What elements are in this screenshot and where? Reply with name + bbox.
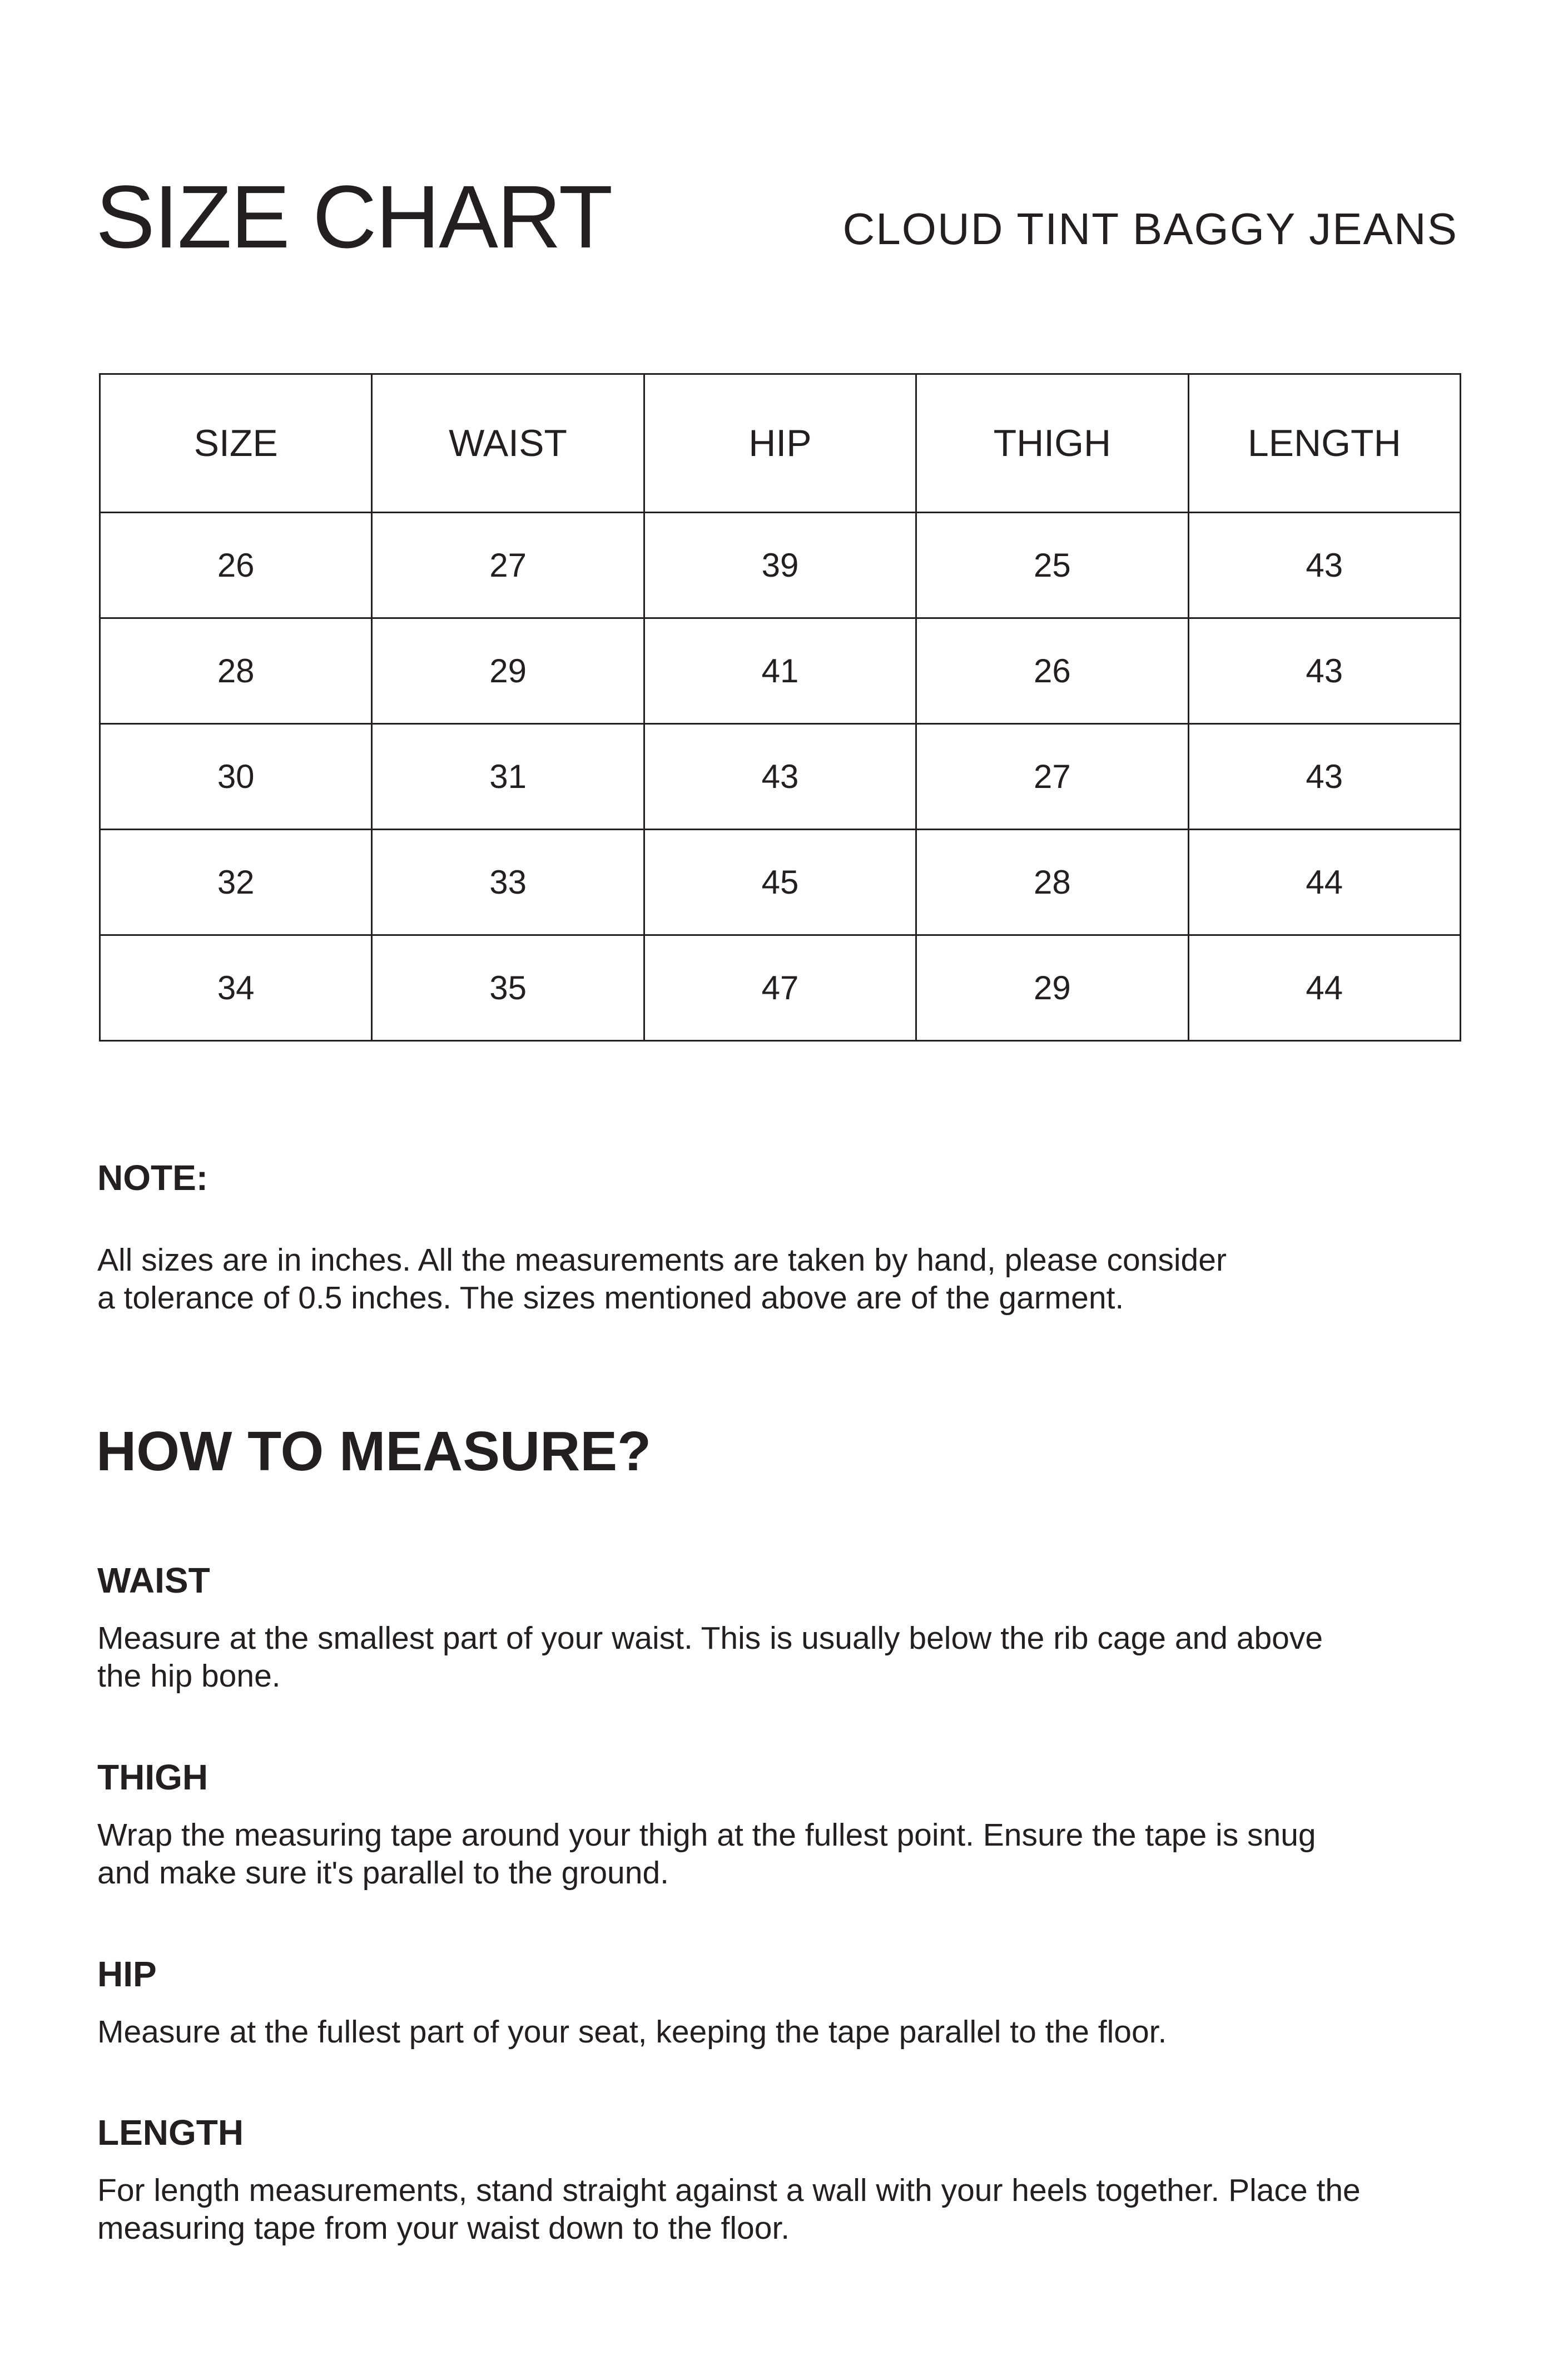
instruction-line: Measure at the smallest part of your waist. This is usually below the rib cage and above	[97, 1620, 1323, 1656]
cell-size: 28	[100, 618, 372, 724]
cell-thigh: 28	[916, 830, 1188, 935]
column-header-waist: WAIST	[372, 374, 644, 513]
cell-thigh: 26	[916, 618, 1188, 724]
cell-length: 43	[1188, 618, 1460, 724]
cell-size: 30	[100, 724, 372, 830]
column-header-hip: HIP	[644, 374, 916, 513]
cell-waist: 27	[372, 513, 644, 618]
table-row	[100, 830, 1461, 935]
hip-label: HIP	[97, 1954, 157, 1994]
length-label: LENGTH	[97, 2113, 244, 2153]
note-label: NOTE:	[97, 1158, 209, 1198]
cell-waist: 29	[372, 618, 644, 724]
instruction-line: Measure at the fullest part of your seat, keeping the tape parallel to the floor.	[97, 2014, 1167, 2050]
cell-size: 34	[100, 935, 372, 1041]
column-header-size: SIZE	[100, 374, 372, 513]
size-chart-table	[99, 373, 1461, 1042]
note-line: All sizes are in inches. All the measurements are taken by hand, please consider	[97, 1242, 1227, 1278]
note-line: a tolerance of 0.5 inches. The sizes mentioned above are of the garment.	[97, 1280, 1124, 1316]
cell-thigh: 29	[916, 935, 1188, 1041]
length-instructions	[97, 2171, 1443, 2247]
instruction-line: Wrap the measuring tape around your thigh at the fullest point. Ensure the tape is snug	[97, 1817, 1316, 1853]
hip-instructions	[97, 2013, 1443, 2051]
table-row	[100, 724, 1461, 830]
note-text	[97, 1241, 1443, 1317]
instruction-line: and make sure it's parallel to the ground.	[97, 1855, 669, 1891]
cell-waist: 33	[372, 830, 644, 935]
instruction-line: measuring tape from your waist down to the floor.	[97, 2210, 790, 2246]
cell-hip: 43	[644, 724, 916, 830]
cell-thigh: 27	[916, 724, 1188, 830]
column-header-thigh: THIGH	[916, 374, 1188, 513]
cell-length: 44	[1188, 830, 1460, 935]
cell-hip: 47	[644, 935, 916, 1041]
cell-size: 26	[100, 513, 372, 618]
cell-waist: 31	[372, 724, 644, 830]
waist-instructions	[97, 1619, 1443, 1695]
table-row	[100, 618, 1461, 724]
table-header-row	[100, 374, 1461, 513]
table-row	[100, 935, 1461, 1041]
instruction-line: For length measurements, stand straight against a wall with your heels together. Place the	[97, 2173, 1361, 2208]
cell-thigh: 25	[916, 513, 1188, 618]
page-title: SIZE CHART	[96, 167, 612, 266]
column-header-length: LENGTH	[1188, 374, 1460, 513]
product-name: CLOUD TINT BAGGY JEANS	[842, 204, 1458, 254]
cell-length: 43	[1188, 724, 1460, 830]
thigh-label: THIGH	[97, 1757, 209, 1797]
cell-hip: 41	[644, 618, 916, 724]
cell-hip: 45	[644, 830, 916, 935]
table-row	[100, 513, 1461, 618]
instruction-line: the hip bone.	[97, 1658, 281, 1694]
cell-size: 32	[100, 830, 372, 935]
cell-length: 43	[1188, 513, 1460, 618]
cell-length: 44	[1188, 935, 1460, 1041]
cell-waist: 35	[372, 935, 644, 1041]
cell-hip: 39	[644, 513, 916, 618]
thigh-instructions	[97, 1816, 1443, 1892]
waist-label: WAIST	[97, 1560, 210, 1600]
how-to-measure-heading: HOW TO MEASURE?	[96, 1420, 652, 1482]
